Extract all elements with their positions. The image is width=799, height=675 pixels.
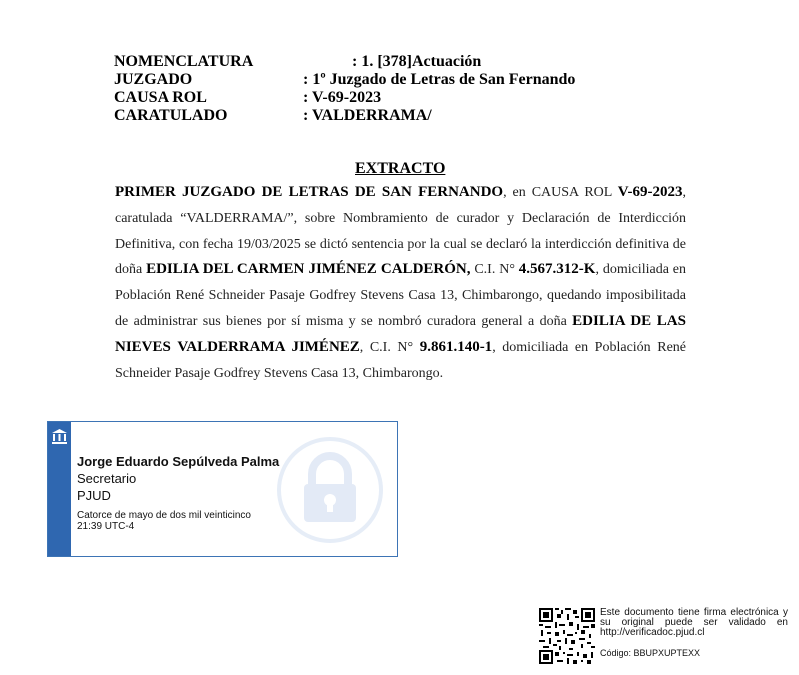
- verification-text: Este documento tiene firma electrónica y su original puede ser validado en http://verificadoc.pjud.cl: [600, 607, 788, 638]
- interdicted-id: 4.567.312-K: [518, 261, 596, 278]
- header-label: CARATULADO: [114, 107, 228, 124]
- signature-date: Catorce de mayo de dos mil veinticinco: [77, 510, 251, 521]
- extract-title: EXTRACTO: [355, 160, 446, 177]
- qr-code: [539, 608, 595, 669]
- interdicted-name: EDILIA DEL CARMEN JIMÉNEZ CALDERÓN,: [146, 261, 471, 278]
- text-segment: C.I. N°: [470, 262, 519, 278]
- signature-sidebar: [48, 422, 71, 556]
- curator-id: 9.861.140-1: [419, 338, 493, 355]
- signature-time: 21:39 UTC-4: [77, 521, 135, 532]
- signer-name: Jorge Eduardo Sepúlveda Palma: [77, 454, 280, 469]
- header-value: : VALDERRAMA/: [303, 107, 432, 124]
- header-value: : V-69-2023: [303, 89, 382, 106]
- verification-note: [600, 608, 788, 658]
- case-number: V-69-2023: [617, 184, 683, 200]
- text-segment: , domiciliada en Población René Schneider Pasaje Godfrey Stevens Casa 13, Chimbarongo.: [115, 339, 686, 381]
- court-name: PRIMER JUZGADO DE LETRAS DE SAN FERNANDO: [115, 184, 504, 200]
- header-label: NOMENCLATURA: [114, 53, 254, 70]
- curator-name: EDILIA DE LAS NIEVES VALDERRAMA JIMÉNEZ: [115, 312, 686, 355]
- text-segment: , en CAUSA ROL: [503, 185, 618, 200]
- verification-code: Código: BBUPXUPTEXX: [600, 648, 701, 658]
- signature-details: [77, 453, 279, 532]
- signer-org: PJUD: [77, 488, 111, 503]
- extract-paragraph: [115, 180, 686, 386]
- text-segment: , C.I. N°: [359, 339, 420, 355]
- header-value: : 1º Juzgado de Letras de San Fernando: [303, 71, 576, 88]
- signer-role: Secretario: [77, 471, 137, 486]
- lock-icon: [276, 436, 384, 549]
- bank-icon: [51, 428, 68, 450]
- header-label: CAUSA ROL: [114, 89, 207, 106]
- header-value: : 1. [378]Actuación: [352, 53, 482, 70]
- text-segment: , caratulada “VALDERRAMA/”, sobre Nombramiento de curador y Declaración de Interdicción Definitiva, con fecha 19/03/2025 se dictó sentencia por la cual se declaró la interdicción definitiva de doña: [115, 185, 686, 278]
- text-segment: , domiciliada en Población René Schneider Pasaje Godfrey Stevens Casa 13, Chimbarongo, quedando imposibilitada de administrar sus bienes por sí misma y se nombró curadora general a doña: [115, 262, 686, 329]
- signature-box: [47, 421, 398, 557]
- extract-body: [115, 180, 686, 386]
- header-label: JUZGADO: [114, 71, 193, 88]
